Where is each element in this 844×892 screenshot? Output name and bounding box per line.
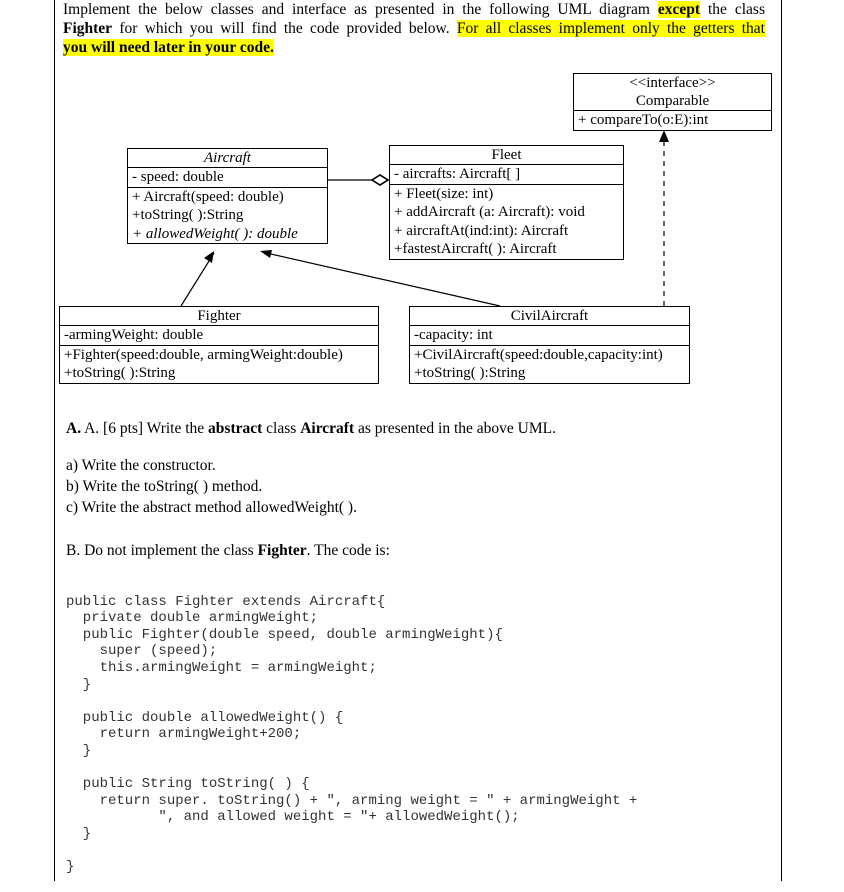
civil-methods — [410, 346, 689, 383]
code-line: ", and allowed weight = "+ allowedWeight(); — [66, 809, 520, 826]
fighter-method: +Fighter(speed:double, armingWeight:double) — [64, 346, 343, 363]
fighter-attributes — [60, 326, 378, 346]
fleet-method: + Fleet(size: int) — [394, 185, 494, 202]
part-a-bold-abstract: abstract — [208, 420, 263, 437]
code-line: public double allowedWeight() { — [66, 709, 344, 726]
uml-comparable-box — [573, 73, 772, 131]
code-line — [66, 760, 637, 777]
fleet-name: Fleet — [390, 146, 623, 165]
part-a-text: A. [6 pts] Write the — [84, 420, 209, 437]
code-line: super (speed); — [66, 643, 218, 660]
code-line: } — [66, 859, 75, 876]
aircraft-method: + Aircraft(speed: double) — [132, 188, 284, 205]
code-line: private double armingWeight; — [66, 610, 319, 627]
code-line: } — [66, 676, 92, 693]
uml-civilaircraft-box — [409, 306, 690, 384]
aircraft-methods — [128, 188, 327, 244]
intro-bold-fighter: Fighter — [63, 20, 113, 37]
civil-method: +toString( ):String — [414, 365, 526, 381]
realization-arrowhead — [659, 130, 669, 142]
intro-text: Implement the below classes and interface as presented in the following UML diagram — [63, 1, 658, 18]
intro-highlight-except: except — [657, 1, 701, 18]
fighter-name: Fighter — [60, 307, 378, 326]
aircraft-attribute: - speed: double — [132, 169, 224, 185]
part-b-bold-fighter: Fighter — [257, 542, 307, 559]
civil-attributes — [410, 326, 689, 346]
part-a-bold-aircraft: Aircraft — [300, 420, 355, 437]
comparable-name: Comparable — [574, 92, 771, 111]
part-a-item-a: a) Write the constructor. — [66, 457, 216, 474]
part-a-item-b: b) Write the toString( ) method. — [66, 478, 263, 495]
comparable-method: + compareTo(o:E):int — [578, 112, 709, 128]
part-b-title — [66, 542, 390, 560]
aircraft-attributes — [128, 168, 327, 188]
civil-inheritance-line — [262, 252, 500, 306]
part-a-text: class — [262, 420, 301, 437]
fighter-code-block — [66, 577, 637, 892]
civil-attribute: -capacity: int — [414, 327, 493, 343]
intro-highlight-later: you will need later in your code. — [63, 39, 274, 56]
fleet-methods — [390, 185, 623, 259]
intro-text: the class — [700, 1, 765, 18]
civil-method: +CivilAircraft(speed:double,capacity:int) — [414, 346, 663, 363]
part-a-item-c: c) Write the abstract method allowedWeight( ). — [66, 499, 357, 516]
aircraft-name: Aircraft — [128, 149, 327, 168]
civil-name: CivilAircraft — [410, 307, 689, 326]
uml-fighter-box — [59, 306, 379, 384]
code-line — [66, 693, 637, 710]
fleet-method: + aircraftAt(ind:int): Aircraft — [394, 222, 569, 239]
code-line: } — [66, 742, 92, 759]
civil-arrowhead — [260, 250, 272, 258]
code-line: } — [66, 825, 92, 842]
fleet-method: +fastestAircraft( ): Aircraft — [394, 241, 557, 257]
comparable-methods — [574, 111, 771, 130]
code-line — [66, 843, 637, 860]
uml-aircraft-box — [127, 148, 328, 244]
fleet-attribute: - aircrafts: Aircraft[ ] — [394, 166, 521, 182]
code-line: public Fighter(double speed, double armingWeight){ — [66, 626, 503, 643]
uml-fleet-box — [389, 145, 624, 260]
part-b-text: . The code is: — [306, 542, 390, 559]
code-line: return armingWeight+200; — [66, 726, 302, 743]
code-line: public String toString( ) { — [66, 776, 310, 793]
intro-text: for which you will find the code provided below. — [112, 20, 457, 37]
aircraft-method: + allowedWeight( ): double — [132, 225, 298, 242]
fighter-attribute: -armingWeight: double — [64, 327, 204, 343]
aircraft-method: +toString( ):String — [132, 207, 244, 223]
code-line: return super. toString() + ", arming weight = " + armingWeight + — [66, 792, 638, 809]
aggregation-diamond — [372, 175, 388, 185]
fleet-attributes — [390, 165, 623, 185]
code-line: this.armingWeight = armingWeight; — [66, 659, 377, 676]
fighter-methods — [60, 346, 378, 383]
code-line: public class Fighter extends Aircraft{ — [66, 593, 386, 610]
intro-highlight-getters: For all classes implement only the getters that — [456, 20, 765, 37]
fighter-method: +toString( ):String — [64, 365, 176, 381]
part-a-text: as presented in the above UML. — [354, 420, 556, 437]
part-b-text: B. Do not implement the class — [66, 542, 258, 559]
comparable-stereotype: <<interface>> — [629, 75, 716, 91]
part-a-title: A. A. [6 pts] Write the abstract class Aircraft as presented in the above UML. — [66, 420, 556, 437]
fleet-method: + addAircraft (a: Aircraft): void — [394, 204, 585, 220]
